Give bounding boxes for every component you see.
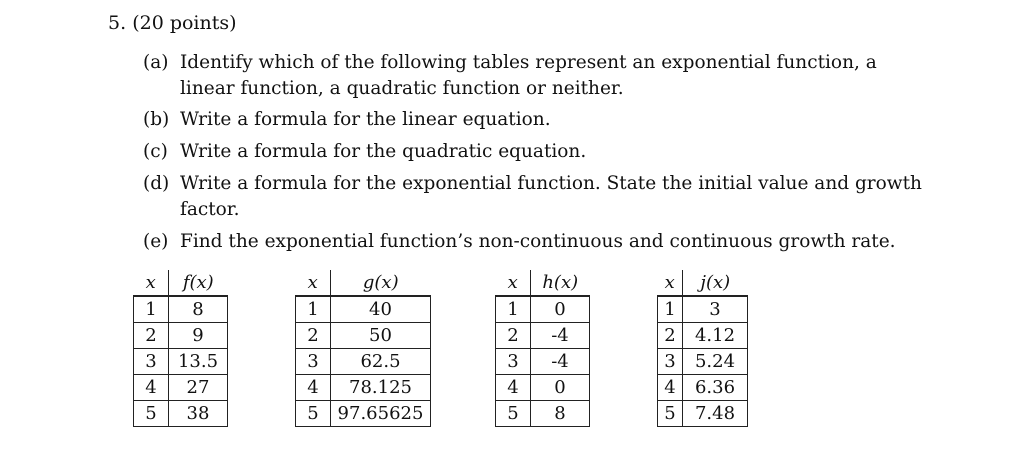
y-cell: 97.65625 (331, 401, 431, 427)
y-cell: -4 (531, 323, 590, 349)
y-cell: 0 (531, 375, 590, 401)
x-cell: 2 (134, 323, 169, 349)
x-cell: 5 (496, 401, 531, 427)
y-cell: 8 (169, 296, 228, 323)
table-header-row (134, 270, 228, 296)
table-row (296, 349, 431, 375)
part-label: (c) (143, 141, 168, 162)
table-row (658, 349, 748, 375)
y-cell: 3 (683, 296, 748, 323)
y-cell: 40 (331, 296, 431, 323)
y-cell: 0 (531, 296, 590, 323)
x-header: x (658, 270, 683, 296)
y-cell: 50 (331, 323, 431, 349)
y-cell: 13.5 (169, 349, 228, 375)
x-cell: 1 (496, 296, 531, 323)
x-cell: 2 (296, 323, 331, 349)
x-header: x (496, 270, 531, 296)
x-cell: 4 (658, 375, 683, 401)
table-row (134, 323, 228, 349)
x-cell: 4 (134, 375, 169, 401)
y-header: h(x) (531, 270, 590, 296)
x-cell: 5 (134, 401, 169, 427)
y-cell: 78.125 (331, 375, 431, 401)
table-row (296, 296, 431, 323)
y-cell: 7.48 (683, 401, 748, 427)
y-cell: 5.24 (683, 349, 748, 375)
table-row (496, 323, 590, 349)
x-cell: 1 (658, 296, 683, 323)
y-cell: 8 (531, 401, 590, 427)
table-g (295, 270, 431, 427)
x-header: x (296, 270, 331, 296)
y-cell: 6.36 (683, 375, 748, 401)
table-row (658, 401, 748, 427)
table-f (133, 270, 228, 427)
part-c (143, 139, 933, 165)
table-row (496, 401, 590, 427)
x-cell: 3 (296, 349, 331, 375)
table-row (134, 401, 228, 427)
problem-points: (20 points) (132, 12, 237, 34)
table-row (296, 401, 431, 427)
x-cell: 1 (134, 296, 169, 323)
x-cell: 4 (296, 375, 331, 401)
x-cell: 2 (496, 323, 531, 349)
y-header: g(x) (331, 270, 431, 296)
table-row (134, 296, 228, 323)
x-cell: 4 (496, 375, 531, 401)
y-cell: 27 (169, 375, 228, 401)
table-header-row (296, 270, 431, 296)
part-text: Find the exponential function’s non-continuous and continuous growth rate. (180, 231, 896, 252)
table-header-row (496, 270, 590, 296)
x-header: x (134, 270, 169, 296)
y-header: j(x) (683, 270, 748, 296)
y-header: f(x) (169, 270, 228, 296)
y-cell: 38 (169, 401, 228, 427)
table-row (496, 349, 590, 375)
part-text: Write a formula for the quadratic equation. (180, 141, 587, 162)
part-d (143, 171, 933, 223)
x-cell: 5 (658, 401, 683, 427)
part-text: Write a formula for the exponential function. State the initial value and growth factor. (180, 173, 922, 220)
table-row (658, 375, 748, 401)
table-header-row (658, 270, 748, 296)
x-cell: 3 (134, 349, 169, 375)
table-row (658, 296, 748, 323)
problem-header (108, 10, 237, 36)
part-a (143, 50, 933, 102)
x-cell: 3 (496, 349, 531, 375)
problem-number: 5. (108, 12, 127, 34)
part-e (143, 229, 933, 255)
table-row (658, 323, 748, 349)
part-b (143, 107, 933, 133)
table-row (134, 349, 228, 375)
part-text: Identify which of the following tables represent an exponential function, a linear function, a quadratic function or neither. (180, 52, 877, 99)
x-cell: 1 (296, 296, 331, 323)
part-label: (e) (143, 231, 169, 252)
x-cell: 5 (296, 401, 331, 427)
y-cell: 9 (169, 323, 228, 349)
x-cell: 2 (658, 323, 683, 349)
table-row (496, 296, 590, 323)
table-j (657, 270, 748, 427)
table-row (296, 323, 431, 349)
table-h (495, 270, 590, 427)
table-row (296, 375, 431, 401)
x-cell: 3 (658, 349, 683, 375)
part-text: Write a formula for the linear equation. (180, 109, 551, 130)
y-cell: -4 (531, 349, 590, 375)
table-row (496, 375, 590, 401)
part-label: (a) (143, 52, 169, 73)
part-label: (d) (143, 173, 170, 194)
part-label: (b) (143, 109, 170, 130)
table-row (134, 375, 228, 401)
y-cell: 62.5 (331, 349, 431, 375)
y-cell: 4.12 (683, 323, 748, 349)
